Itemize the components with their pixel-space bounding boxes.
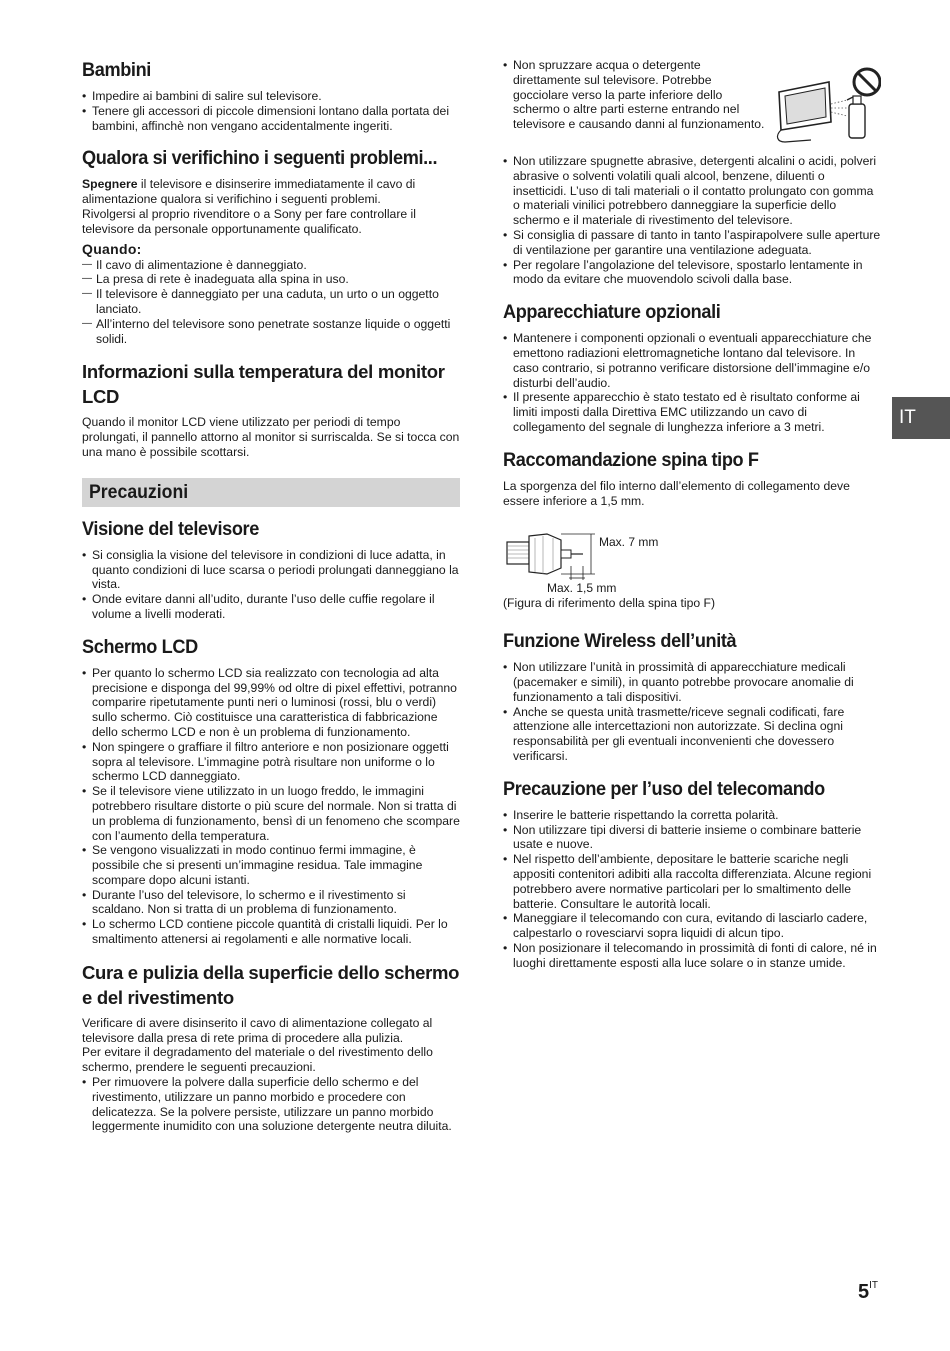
page-number [858, 1280, 878, 1304]
section-visione [82, 517, 460, 622]
list-item: • Tenere gli accessori di piccole dimensioni lontano dalla portata dei bambini, affinchè non vengano accidentalmente ingeriti. [82, 104, 460, 134]
section-opzionali [503, 300, 881, 435]
section-bambini [82, 58, 460, 133]
section-wireless [503, 629, 881, 764]
list-item: • Si consiglia di passare di tanto in tanto l’aspirapolvere sulle aperture di ventilazione per garantire una ventilazione adeguata. [503, 228, 881, 258]
list-item: • Non spruzzare acqua o detergente direttamente sul televisore. Potrebbe gocciolare verso la parte inferiore dello schermo o altre parti esterne entrando nel televisore e causando danni al funzionamento. [503, 58, 765, 132]
wireless-list [503, 660, 881, 764]
precauzioni-banner [82, 478, 460, 507]
list-item: • Anche se questa unità trasmette/riceve segnali codificati, fare attenzione alle intercettazioni non autorizzate. Si declina ogni responsabilità per gli eventuali inconvenienti che dovessero verificarsi. [503, 705, 881, 764]
spina-text: La sporgenza del filo interno dall’elemento di collegamento deve essere inferiore a 1,5 mm. [503, 478, 850, 508]
spina-caption: (Figura di riferimento della spina tipo F) [503, 596, 716, 611]
heading-telecomando: Precauzione per l’uso del telecomando [503, 777, 825, 800]
problemi-para2: Rivolgersi al proprio rivenditore o a Sony per fare controllare il televisore da personale opportunamente qualificato. [82, 206, 416, 236]
opzionali-list [503, 331, 881, 435]
heading-schermo: Schermo LCD [82, 635, 198, 658]
list-item: • Impedire ai bambini di salire sul televisore. [82, 89, 460, 104]
lead-bold: Spegnere [82, 177, 138, 192]
visione-list [82, 548, 460, 622]
cleaning-list [503, 154, 881, 287]
list-item: • Si consiglia la visione del televisore in condizioni di luce adatta, in quanto condizioni di luce scarsa o periodi prolungati danneggiano la vista. [82, 548, 460, 592]
list-item: • Non spingere o graffiare il filtro anteriore e non posizionare oggetti sopra al televisore. L’immagine potrà risultare non uniforme o lo schermo LCD danneggiato. [82, 740, 460, 784]
bambini-list [82, 89, 460, 133]
list-item: • Nel rispetto dell’ambiente, depositare le batterie scariche negli appositi contenitori adibiti alla raccolta differenziata. Alcune regioni potrebbero avere normative particolari per lo smaltimento delle batterie. Consultare le autorità locali. [503, 852, 881, 911]
list-item: • Se vengono visualizzati in modo continuo fermi immagine, è possibile che si presenti un’immagine residua. Tale immagine scompare dopo alcuni istanti. [82, 843, 460, 887]
f-plug-diagram [503, 530, 703, 596]
heading-spina: Raccomandazione spina tipo F [503, 448, 759, 471]
temperatura-text: Quando il monitor LCD viene utilizzato per periodi di tempo prolungati, il pannello attorno al monitor si surriscalda. Se si tocca con una mano è possibile scottarsi. [82, 415, 460, 459]
section-pulizia [82, 960, 460, 1134]
problemi-lead [82, 177, 460, 207]
max7-label: Max. 7 mm [599, 535, 659, 550]
section-problemi [82, 146, 460, 346]
list-item: — Il cavo di alimentazione è danneggiato. [82, 258, 460, 273]
heading-temperatura: Informazioni sulla temperatura del monitor LCD [82, 361, 445, 408]
heading-problemi: Qualora si verifichino i seguenti problemi... [82, 147, 438, 170]
list-item: — Il televisore è danneggiato per una caduta, un urto o un oggetto lanciato. [82, 287, 460, 317]
heading-visione: Visione del televisore [82, 517, 259, 540]
list-item: • Il presente apparecchio è stato testato ed è risultato conforme ai limiti imposti dalla Direttiva EMC utilizzando un cavo di collegamento del segnale di lunghezza inferiore a 3 metri. [503, 390, 881, 434]
section-temperatura [82, 359, 460, 459]
section-schermo [82, 635, 460, 947]
max15-label: Max. 1,5 mm [547, 581, 617, 596]
list-item: • Non utilizzare l’unità in prossimità di apparecchiature medicali (pacemaker e simili), in quanto potrebbe provocare anomalie di funzionamento a tali dispositivi. [503, 660, 881, 704]
schermo-list [82, 666, 460, 947]
list-item: • Se il televisore viene utilizzato in un luogo freddo, le immagini potrebbero risultare distorte o più scure del normale. Non si tratta di un problema di funzionamento, bensì di un fenomeno che scompare con l’aumento della temperatura. [82, 784, 460, 843]
heading-bambini: Bambini [82, 59, 151, 81]
pulizia-list [82, 1075, 460, 1134]
page-number-value: 5 [858, 1281, 870, 1303]
section-telecomando [503, 777, 881, 971]
list-item: • Mantenere i componenti opzionali o eventuali apparecchiature che emettono radiazioni elettromagnetiche lontano dal televisore. In caso contrario, si potranno verificare distorsione dell’immagine e/o disturbi dell’audio. [503, 331, 881, 390]
quando-heading: Quando: [82, 240, 142, 257]
list-item: • Non posizionare il telecomando in prossimità di fonti di calore, né in luoghi direttamente esposti alla luce solare o in stanze umide. [503, 941, 881, 971]
list-item: — La presa di rete è inadeguata alla spina in uso. [82, 272, 460, 287]
list-item: • Non utilizzare spugnette abrasive, detergenti alcalini o acidi, polveri abrasive o solventi volatili quali alcool, benzene, diluenti o insetticidi. L’uso di tali materiali o il contatto prolungato con gomma o materiali vinilici potrebbero danneggiare la superficie dello schermo e il materiale di rivestimento del televisore. [503, 154, 881, 228]
pulizia-para1: Verificare di avere disinserito il cavo di alimentazione collegato al televisore dalla presa di rete prima di procedere alla pulizia. [82, 1015, 433, 1045]
list-item: • Per regolare l’angolazione del televisore, spostarlo lentamente in modo da evitare che muovendolo scivoli dalla base. [503, 258, 881, 288]
telecomando-list [503, 808, 881, 971]
list-item: • Per rimuovere la polvere dalla superficie dello schermo e del rivestimento, utilizzare un panno morbido e procedere con delicatezza. Se la polvere persiste, utilizzare un panno morbido leggermente inumidito con una soluzione detergente neutra diluita. [82, 1075, 460, 1134]
list-item: • Non utilizzare tipi diversi di batterie insieme o combinare batterie usate e nuove. [503, 823, 881, 853]
banner-title: Precauzioni [89, 481, 189, 503]
list-item: — All’interno del televisore sono penetrate sostanze liquide o oggetti solidi. [82, 317, 460, 347]
section-cleaning-cont [503, 154, 881, 287]
heading-pulizia: Cura e pulizia della superficie dello schermo e del rivestimento [82, 961, 460, 1008]
list-item: • Durante l’uso del televisore, lo schermo e il rivestimento si scaldano. Non si tratta di un problema di funzionamento. [82, 888, 460, 918]
list-item: • Onde evitare danni all’udito, durante l’uso delle cuffie regolare il volume a livelli moderati. [82, 592, 460, 622]
page-number-suffix: IT [869, 1280, 879, 1291]
no-spray-icon [771, 64, 881, 146]
problemi-list [82, 258, 460, 347]
heading-opzionali: Apparecchiature opzionali [503, 301, 721, 324]
language-tab: IT [892, 397, 950, 439]
lead-text: il televisore e disinserire immediatamente il cavo di alimentazione qualora si verifichino i seguenti problemi. [82, 177, 416, 207]
list-item: • Per quanto lo schermo LCD sia realizzato con tecnologia ad alta precisione e disponga del 99,99% od oltre di pixel effettivi, potranno comparire ripetutamente punti neri o luminosi (rossi, blu o verdi) sullo schermo. Ciò costituisce una caratteristica di fabbricazione dello schermo LCD e non è un problema di funzionamento. [82, 666, 460, 740]
list-item: • Maneggiare il telecomando con cura, evitando di lasciarlo cadere, calpestarlo o rovesciarvi sopra liquidi di alcun tipo. [503, 911, 881, 941]
heading-wireless: Funzione Wireless dell’unità [503, 630, 737, 653]
spray-list [503, 58, 765, 146]
pulizia-para2: Per evitare il degradamento del materiale o del rivestimento dello schermo, prendere le seguenti precauzioni. [82, 1045, 433, 1075]
right-column [503, 58, 881, 983]
left-column [82, 58, 460, 1147]
list-item: • Lo schermo LCD contiene piccole quantità di cristalli liquidi. Per lo smaltimento attenersi ai regolamenti e alle normative locali. [82, 917, 460, 947]
section-spina [503, 448, 881, 611]
list-item: • Inserire le batterie rispettando la corretta polarità. [503, 808, 881, 823]
spray-block [503, 58, 881, 146]
